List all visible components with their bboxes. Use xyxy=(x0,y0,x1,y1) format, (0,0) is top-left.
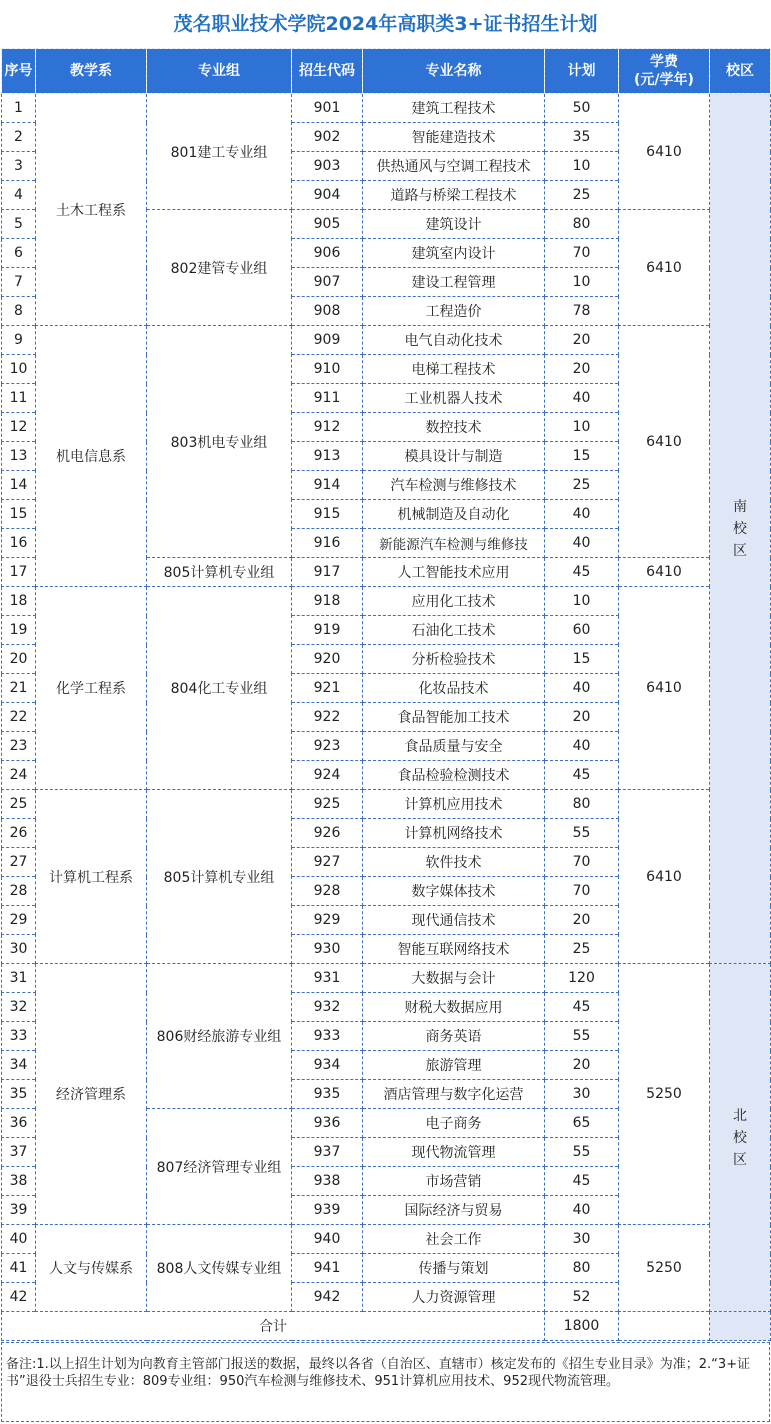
code-cell: 929 xyxy=(292,906,363,935)
plan-cell: 52 xyxy=(545,1283,619,1312)
table-row xyxy=(2,964,771,993)
plan-cell: 15 xyxy=(545,645,619,674)
table-row xyxy=(2,94,771,123)
plan-cell: 30 xyxy=(545,1225,619,1254)
code-cell: 935 xyxy=(292,1080,363,1109)
seq-cell: 17 xyxy=(2,558,36,587)
code-cell: 933 xyxy=(292,1022,363,1051)
group-cell: 801建工专业组 xyxy=(147,94,292,210)
major-cell: 酒店管理与数字化运营 xyxy=(363,1080,545,1109)
fee-cell: 6410 xyxy=(619,326,710,558)
header-fee-line1: 学费 xyxy=(650,54,678,70)
plan-cell: 20 xyxy=(545,1051,619,1080)
code-cell: 911 xyxy=(292,384,363,413)
major-cell: 新能源汽车检测与维修技 xyxy=(363,529,545,558)
header-plan: 计划 xyxy=(545,49,619,94)
plan-cell: 20 xyxy=(545,355,619,384)
code-cell: 913 xyxy=(292,442,363,471)
code-cell: 901 xyxy=(292,94,363,123)
plan-cell: 10 xyxy=(545,587,619,616)
major-cell: 人工智能技术应用 xyxy=(363,558,545,587)
seq-cell: 20 xyxy=(2,645,36,674)
major-cell: 计算机应用技术 xyxy=(363,790,545,819)
header-campus: 校区 xyxy=(710,49,771,94)
group-cell: 805计算机专业组 xyxy=(147,558,292,587)
code-cell: 932 xyxy=(292,993,363,1022)
code-cell: 914 xyxy=(292,471,363,500)
seq-cell: 36 xyxy=(2,1109,36,1138)
major-cell: 分析检验技术 xyxy=(363,645,545,674)
major-cell: 智能互联网络技术 xyxy=(363,935,545,964)
dept-cell: 土木工程系 xyxy=(36,94,147,326)
code-cell: 936 xyxy=(292,1109,363,1138)
footnote: 备注:1.以上招生计划为向教育主管部门报送的数据，最终以各省（自治区、直辖市）核定发布的《招生专业目录》为准；2.“3+证书”退役士兵招生专业：809专业组：950汽车检测与维修技术、951计算机应用技术、952现代物流管理。 xyxy=(1,1342,770,1422)
major-cell: 现代物流管理 xyxy=(363,1138,545,1167)
major-cell: 食品质量与安全 xyxy=(363,732,545,761)
major-cell: 传播与策划 xyxy=(363,1254,545,1283)
seq-cell: 35 xyxy=(2,1080,36,1109)
plan-cell: 40 xyxy=(545,732,619,761)
major-cell: 建筑设计 xyxy=(363,210,545,239)
seq-cell: 24 xyxy=(2,761,36,790)
plan-cell: 20 xyxy=(545,906,619,935)
major-cell: 食品智能加工技术 xyxy=(363,703,545,732)
plan-cell: 15 xyxy=(545,442,619,471)
group-cell: 802建管专业组 xyxy=(147,210,292,326)
seq-cell: 29 xyxy=(2,906,36,935)
plan-cell: 45 xyxy=(545,558,619,587)
seq-cell: 14 xyxy=(2,471,36,500)
total-row xyxy=(2,1312,771,1341)
major-cell: 计算机网络技术 xyxy=(363,819,545,848)
plan-cell: 80 xyxy=(545,210,619,239)
code-cell: 924 xyxy=(292,761,363,790)
campus-label: 南校区 xyxy=(733,498,747,559)
plan-cell: 78 xyxy=(545,297,619,326)
seq-cell: 15 xyxy=(2,500,36,529)
seq-cell: 10 xyxy=(2,355,36,384)
code-cell: 923 xyxy=(292,732,363,761)
table-row xyxy=(2,587,771,616)
code-cell: 902 xyxy=(292,123,363,152)
plan-cell: 10 xyxy=(545,152,619,181)
major-cell: 建筑工程技术 xyxy=(363,94,545,123)
plan-cell: 35 xyxy=(545,123,619,152)
major-cell: 石油化工技术 xyxy=(363,616,545,645)
plan-cell: 25 xyxy=(545,471,619,500)
seq-cell: 25 xyxy=(2,790,36,819)
campus-cell-north xyxy=(710,964,771,1312)
fee-cell: 6410 xyxy=(619,94,710,210)
total-label: 合计 xyxy=(2,1312,545,1341)
major-cell: 食品检验检测技术 xyxy=(363,761,545,790)
plan-cell: 120 xyxy=(545,964,619,993)
major-cell: 社会工作 xyxy=(363,1225,545,1254)
total-value: 1800 xyxy=(545,1312,619,1341)
code-cell: 942 xyxy=(292,1283,363,1312)
plan-cell: 65 xyxy=(545,1109,619,1138)
major-cell: 人力资源管理 xyxy=(363,1283,545,1312)
seq-cell: 4 xyxy=(2,181,36,210)
plan-cell: 40 xyxy=(545,1196,619,1225)
plan-cell: 45 xyxy=(545,993,619,1022)
fee-cell: 6410 xyxy=(619,587,710,790)
plan-cell: 25 xyxy=(545,181,619,210)
seq-cell: 26 xyxy=(2,819,36,848)
plan-cell: 55 xyxy=(545,1138,619,1167)
seq-cell: 39 xyxy=(2,1196,36,1225)
code-cell: 937 xyxy=(292,1138,363,1167)
table-row xyxy=(2,326,771,355)
code-cell: 919 xyxy=(292,616,363,645)
table-row xyxy=(2,790,771,819)
seq-cell: 6 xyxy=(2,239,36,268)
plan-cell: 30 xyxy=(545,1080,619,1109)
code-cell: 930 xyxy=(292,935,363,964)
seq-cell: 34 xyxy=(2,1051,36,1080)
code-cell: 928 xyxy=(292,877,363,906)
seq-cell: 42 xyxy=(2,1283,36,1312)
code-cell: 910 xyxy=(292,355,363,384)
code-cell: 904 xyxy=(292,181,363,210)
header-code: 招生代码 xyxy=(292,49,363,94)
plan-cell: 10 xyxy=(545,413,619,442)
total-campus-empty xyxy=(710,1312,771,1341)
seq-cell: 12 xyxy=(2,413,36,442)
group-cell: 804化工专业组 xyxy=(147,587,292,790)
seq-cell: 13 xyxy=(2,442,36,471)
header-seq: 序号 xyxy=(2,49,36,94)
code-cell: 920 xyxy=(292,645,363,674)
plan-cell: 70 xyxy=(545,848,619,877)
code-cell: 922 xyxy=(292,703,363,732)
major-cell: 供热通风与空调工程技术 xyxy=(363,152,545,181)
code-cell: 905 xyxy=(292,210,363,239)
fee-cell: 5250 xyxy=(619,1225,710,1312)
major-cell: 国际经济与贸易 xyxy=(363,1196,545,1225)
dept-cell: 化学工程系 xyxy=(36,587,147,790)
major-cell: 现代通信技术 xyxy=(363,906,545,935)
major-cell: 财税大数据应用 xyxy=(363,993,545,1022)
major-cell: 应用化工技术 xyxy=(363,587,545,616)
header-major: 专业名称 xyxy=(363,49,545,94)
group-cell: 805计算机专业组 xyxy=(147,790,292,964)
major-cell: 电梯工程技术 xyxy=(363,355,545,384)
fee-cell: 5250 xyxy=(619,964,710,1225)
dept-cell: 机电信息系 xyxy=(36,326,147,587)
seq-cell: 7 xyxy=(2,268,36,297)
total-fee-empty xyxy=(619,1312,710,1341)
code-cell: 925 xyxy=(292,790,363,819)
plan-cell: 55 xyxy=(545,819,619,848)
code-cell: 939 xyxy=(292,1196,363,1225)
header-fee-line2: (元/学年) xyxy=(634,72,694,88)
code-cell: 926 xyxy=(292,819,363,848)
plan-cell: 40 xyxy=(545,500,619,529)
fee-cell: 6410 xyxy=(619,558,710,587)
fee-cell: 6410 xyxy=(619,210,710,326)
code-cell: 941 xyxy=(292,1254,363,1283)
code-cell: 916 xyxy=(292,529,363,558)
seq-cell: 2 xyxy=(2,123,36,152)
major-cell: 工程造价 xyxy=(363,297,545,326)
seq-cell: 33 xyxy=(2,1022,36,1051)
plan-cell: 80 xyxy=(545,790,619,819)
seq-cell: 31 xyxy=(2,964,36,993)
code-cell: 931 xyxy=(292,964,363,993)
fee-cell: 6410 xyxy=(619,790,710,964)
plan-cell: 20 xyxy=(545,703,619,732)
code-cell: 903 xyxy=(292,152,363,181)
plan-cell: 40 xyxy=(545,674,619,703)
code-cell: 907 xyxy=(292,268,363,297)
seq-cell: 22 xyxy=(2,703,36,732)
page-title: 茂名职业技术学院2024年高职类3+证书招生计划 xyxy=(173,13,598,35)
campus-label: 北校区 xyxy=(733,1107,747,1168)
plan-cell: 55 xyxy=(545,1022,619,1051)
plan-cell: 80 xyxy=(545,1254,619,1283)
seq-cell: 40 xyxy=(2,1225,36,1254)
seq-cell: 37 xyxy=(2,1138,36,1167)
seq-cell: 5 xyxy=(2,210,36,239)
dept-cell: 人文与传媒系 xyxy=(36,1225,147,1312)
plan-cell: 25 xyxy=(545,935,619,964)
major-cell: 电气自动化技术 xyxy=(363,326,545,355)
plan-cell: 50 xyxy=(545,94,619,123)
seq-cell: 11 xyxy=(2,384,36,413)
header-dept: 教学系 xyxy=(36,49,147,94)
plan-cell: 70 xyxy=(545,239,619,268)
seq-cell: 38 xyxy=(2,1167,36,1196)
seq-cell: 16 xyxy=(2,529,36,558)
group-cell: 806财经旅游专业组 xyxy=(147,964,292,1109)
enrollment-plan-table xyxy=(1,48,771,1341)
plan-cell: 40 xyxy=(545,384,619,413)
campus-cell-south xyxy=(710,94,771,964)
code-cell: 918 xyxy=(292,587,363,616)
seq-cell: 21 xyxy=(2,674,36,703)
seq-cell: 27 xyxy=(2,848,36,877)
seq-cell: 28 xyxy=(2,877,36,906)
plan-cell: 45 xyxy=(545,761,619,790)
major-cell: 市场营销 xyxy=(363,1167,545,1196)
plan-cell: 40 xyxy=(545,529,619,558)
major-cell: 建设工程管理 xyxy=(363,268,545,297)
code-cell: 917 xyxy=(292,558,363,587)
major-cell: 汽车检测与维修技术 xyxy=(363,471,545,500)
major-cell: 旅游管理 xyxy=(363,1051,545,1080)
dept-cell: 计算机工程系 xyxy=(36,790,147,964)
seq-cell: 1 xyxy=(2,94,36,123)
seq-cell: 3 xyxy=(2,152,36,181)
code-cell: 909 xyxy=(292,326,363,355)
code-cell: 908 xyxy=(292,297,363,326)
major-cell: 智能建造技术 xyxy=(363,123,545,152)
code-cell: 912 xyxy=(292,413,363,442)
major-cell: 电子商务 xyxy=(363,1109,545,1138)
major-cell: 工业机器人技术 xyxy=(363,384,545,413)
major-cell: 软件技术 xyxy=(363,848,545,877)
code-cell: 938 xyxy=(292,1167,363,1196)
major-cell: 道路与桥梁工程技术 xyxy=(363,181,545,210)
seq-cell: 19 xyxy=(2,616,36,645)
major-cell: 化妆品技术 xyxy=(363,674,545,703)
major-cell: 机械制造及自动化 xyxy=(363,500,545,529)
header-group: 专业组 xyxy=(147,49,292,94)
seq-cell: 32 xyxy=(2,993,36,1022)
plan-cell: 20 xyxy=(545,326,619,355)
header-fee xyxy=(619,49,710,94)
major-cell: 商务英语 xyxy=(363,1022,545,1051)
plan-cell: 45 xyxy=(545,1167,619,1196)
code-cell: 940 xyxy=(292,1225,363,1254)
seq-cell: 9 xyxy=(2,326,36,355)
group-cell: 808人文传媒专业组 xyxy=(147,1225,292,1312)
major-cell: 数字媒体技术 xyxy=(363,877,545,906)
plan-cell: 10 xyxy=(545,268,619,297)
seq-cell: 41 xyxy=(2,1254,36,1283)
major-cell: 大数据与会计 xyxy=(363,964,545,993)
plan-cell: 60 xyxy=(545,616,619,645)
seq-cell: 18 xyxy=(2,587,36,616)
code-cell: 921 xyxy=(292,674,363,703)
code-cell: 934 xyxy=(292,1051,363,1080)
group-cell: 803机电专业组 xyxy=(147,326,292,558)
table-row xyxy=(2,1225,771,1254)
group-cell: 807经济管理专业组 xyxy=(147,1109,292,1225)
seq-cell: 8 xyxy=(2,297,36,326)
seq-cell: 30 xyxy=(2,935,36,964)
dept-cell: 经济管理系 xyxy=(36,964,147,1225)
header-row xyxy=(2,49,771,94)
seq-cell: 23 xyxy=(2,732,36,761)
major-cell: 数控技术 xyxy=(363,413,545,442)
major-cell: 建筑室内设计 xyxy=(363,239,545,268)
plan-cell: 70 xyxy=(545,877,619,906)
code-cell: 915 xyxy=(292,500,363,529)
code-cell: 927 xyxy=(292,848,363,877)
code-cell: 906 xyxy=(292,239,363,268)
major-cell: 模具设计与制造 xyxy=(363,442,545,471)
